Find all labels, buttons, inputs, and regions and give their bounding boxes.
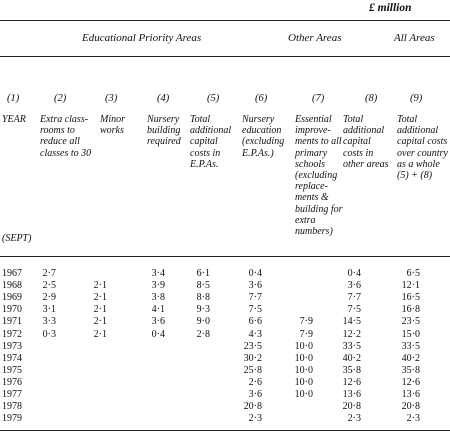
- value-cell-c2: 3·3: [42, 316, 56, 328]
- table-row: [0, 401, 450, 412]
- value-cell-c6: 0·4: [248, 268, 262, 279]
- value-cell-c6: 20·8: [243, 401, 262, 413]
- column-number-5: (5): [207, 93, 220, 104]
- table-row: [0, 377, 450, 388]
- value-cell-c2: 2·9: [42, 292, 56, 304]
- header-extra-classrooms: Extra class-rooms to reduce all classes to 30: [40, 114, 92, 159]
- value-cell-c9: 16·5: [401, 292, 420, 304]
- value-cell-c7: 7·9: [299, 328, 313, 340]
- column-number-8: (8): [365, 93, 378, 104]
- value-cell-c8: 7·5: [347, 304, 361, 316]
- column-number-7: (7): [312, 93, 325, 104]
- value-cell-c8: 12·6: [342, 376, 361, 388]
- year-cell: 1971: [2, 316, 22, 328]
- value-cell-c6: 30·2: [243, 352, 262, 364]
- value-cell-c3: 2·1: [93, 316, 107, 328]
- table-row: [0, 413, 450, 424]
- value-cell-c8: 33·5: [342, 340, 361, 352]
- value-cell-c5: 9·3: [196, 304, 210, 316]
- value-cell-c3: 2·1: [93, 328, 107, 340]
- table-row: [0, 304, 450, 315]
- value-cell-c7: 7·9: [299, 316, 313, 328]
- header-nursery-education: Nursery education (excluding E.P.As.): [242, 114, 285, 159]
- table-row: [0, 316, 450, 327]
- year-cell: 1977: [2, 389, 22, 400]
- value-cell-c6: 2·3: [248, 413, 262, 425]
- column-number-6: (6): [255, 93, 268, 104]
- value-cell-c4: 3·8: [151, 292, 165, 304]
- value-cell-c6: 3·6: [248, 389, 262, 400]
- value-cell-c8: 35·8: [342, 364, 361, 376]
- value-cell-c2: 0·3: [42, 328, 56, 340]
- header-nursery-building: Nursery building required: [147, 114, 181, 148]
- value-cell-c9: 20·8: [401, 401, 420, 413]
- value-cell-c9: 12·1: [401, 280, 420, 292]
- sept-label: (SEPT): [2, 233, 32, 244]
- value-cell-c8: 13·6: [342, 389, 361, 400]
- group-label-all: All Areas: [394, 32, 435, 44]
- year-cell: 1969: [2, 292, 22, 304]
- value-cell-c8: 14·5: [342, 316, 361, 328]
- value-cell-c8: 3·6: [347, 280, 361, 292]
- data-top-rule: [0, 256, 450, 257]
- value-cell-c5: 2·8: [196, 328, 210, 340]
- unit-label: £ million: [369, 2, 412, 14]
- value-cell-c8: 20·8: [342, 401, 361, 413]
- bottom-rule: [0, 430, 450, 431]
- value-cell-c6: 6·6: [248, 316, 262, 328]
- table-row: [0, 292, 450, 303]
- value-cell-c3: 2·1: [93, 304, 107, 316]
- value-cell-c3: 2·1: [93, 292, 107, 304]
- year-cell: 1975: [2, 364, 22, 376]
- top-rule: [0, 20, 450, 21]
- value-cell-c5: 6·1: [196, 268, 210, 279]
- header-total-other-areas: Total additional capital costs in other areas: [343, 114, 389, 170]
- value-cell-c6: 4·3: [248, 328, 262, 340]
- value-cell-c5: 8·8: [196, 292, 210, 304]
- value-cell-c7: 10·0: [294, 389, 313, 400]
- value-cell-c9: 35·8: [401, 364, 420, 376]
- year-cell: 1973: [2, 340, 22, 352]
- value-cell-c9: 40·2: [401, 352, 420, 364]
- value-cell-c9: 15·0: [401, 328, 420, 340]
- value-cell-c2: 3·1: [42, 304, 56, 316]
- header-total-epa: Total additional capital costs in E.P.As.: [190, 114, 232, 170]
- year-cell: 1968: [2, 280, 22, 292]
- year-cell: 1974: [2, 352, 22, 364]
- year-cell: 1976: [2, 376, 22, 388]
- value-cell-c5: 8·5: [196, 280, 210, 292]
- column-number-4: (4): [157, 93, 170, 104]
- header-total-country: Total additional capital costs over country as a whole (5) + (8): [397, 114, 448, 182]
- value-cell-c9: 33·5: [401, 340, 420, 352]
- year-cell: 1970: [2, 304, 22, 316]
- value-cell-c6: 2·6: [248, 376, 262, 388]
- value-cell-c4: 3·4: [151, 268, 165, 279]
- table-row: [0, 280, 450, 291]
- header-essential-improvements: Essential improve-ments to all primary schools (excluding replace-ments & building for extra numbers): [295, 114, 343, 238]
- header-year: YEAR: [2, 114, 26, 125]
- value-cell-c8: 12·2: [342, 328, 361, 340]
- table-row: [0, 341, 450, 352]
- value-cell-c9: 6·5: [406, 268, 420, 279]
- value-cell-c7: 10·0: [294, 352, 313, 364]
- value-cell-c9: 23·5: [401, 316, 420, 328]
- value-cell-c2: 2·5: [42, 280, 56, 292]
- table-row: [0, 329, 450, 340]
- value-cell-c5: 9·0: [196, 316, 210, 328]
- value-cell-c4: 0·4: [151, 328, 165, 340]
- year-cell: 1972: [2, 328, 22, 340]
- year-cell: 1979: [2, 413, 22, 425]
- value-cell-c7: 10·0: [294, 340, 313, 352]
- column-number-3: (3): [105, 93, 118, 104]
- table-row: [0, 389, 450, 400]
- value-cell-c6: 7·7: [248, 292, 262, 304]
- value-cell-c8: 0·4: [347, 268, 361, 279]
- value-cell-c3: 2·1: [93, 280, 107, 292]
- year-cell: 1967: [2, 268, 22, 279]
- value-cell-c9: 16·8: [401, 304, 420, 316]
- table-row: [0, 353, 450, 364]
- value-cell-c7: 10·0: [294, 376, 313, 388]
- column-number-9: (9): [410, 93, 423, 104]
- value-cell-c8: 40·2: [342, 352, 361, 364]
- table-row: [0, 365, 450, 376]
- value-cell-c9: 12·6: [401, 376, 420, 388]
- value-cell-c4: 3·6: [151, 316, 165, 328]
- value-cell-c7: 10·0: [294, 364, 313, 376]
- value-cell-c6: 23·5: [243, 340, 262, 352]
- value-cell-c4: 3·9: [151, 280, 165, 292]
- column-number-1: (1): [7, 93, 20, 104]
- year-cell: 1978: [2, 401, 22, 413]
- value-cell-c6: 3·6: [248, 280, 262, 292]
- value-cell-c9: 13·6: [401, 389, 420, 400]
- group-rule: [0, 56, 450, 57]
- table-row: [0, 268, 450, 279]
- group-label-other: Other Areas: [288, 32, 342, 44]
- value-cell-c2: 2·7: [42, 268, 56, 279]
- header-minor-works: Minor works: [100, 114, 125, 137]
- value-cell-c6: 25·8: [243, 364, 262, 376]
- value-cell-c9: 2·3: [406, 413, 420, 425]
- value-cell-c8: 7·7: [347, 292, 361, 304]
- value-cell-c8: 2·3: [347, 413, 361, 425]
- group-label-epa: Educational Priority Areas: [82, 32, 202, 44]
- column-number-2: (2): [54, 93, 67, 104]
- value-cell-c6: 7·5: [248, 304, 262, 316]
- value-cell-c4: 4·1: [151, 304, 165, 316]
